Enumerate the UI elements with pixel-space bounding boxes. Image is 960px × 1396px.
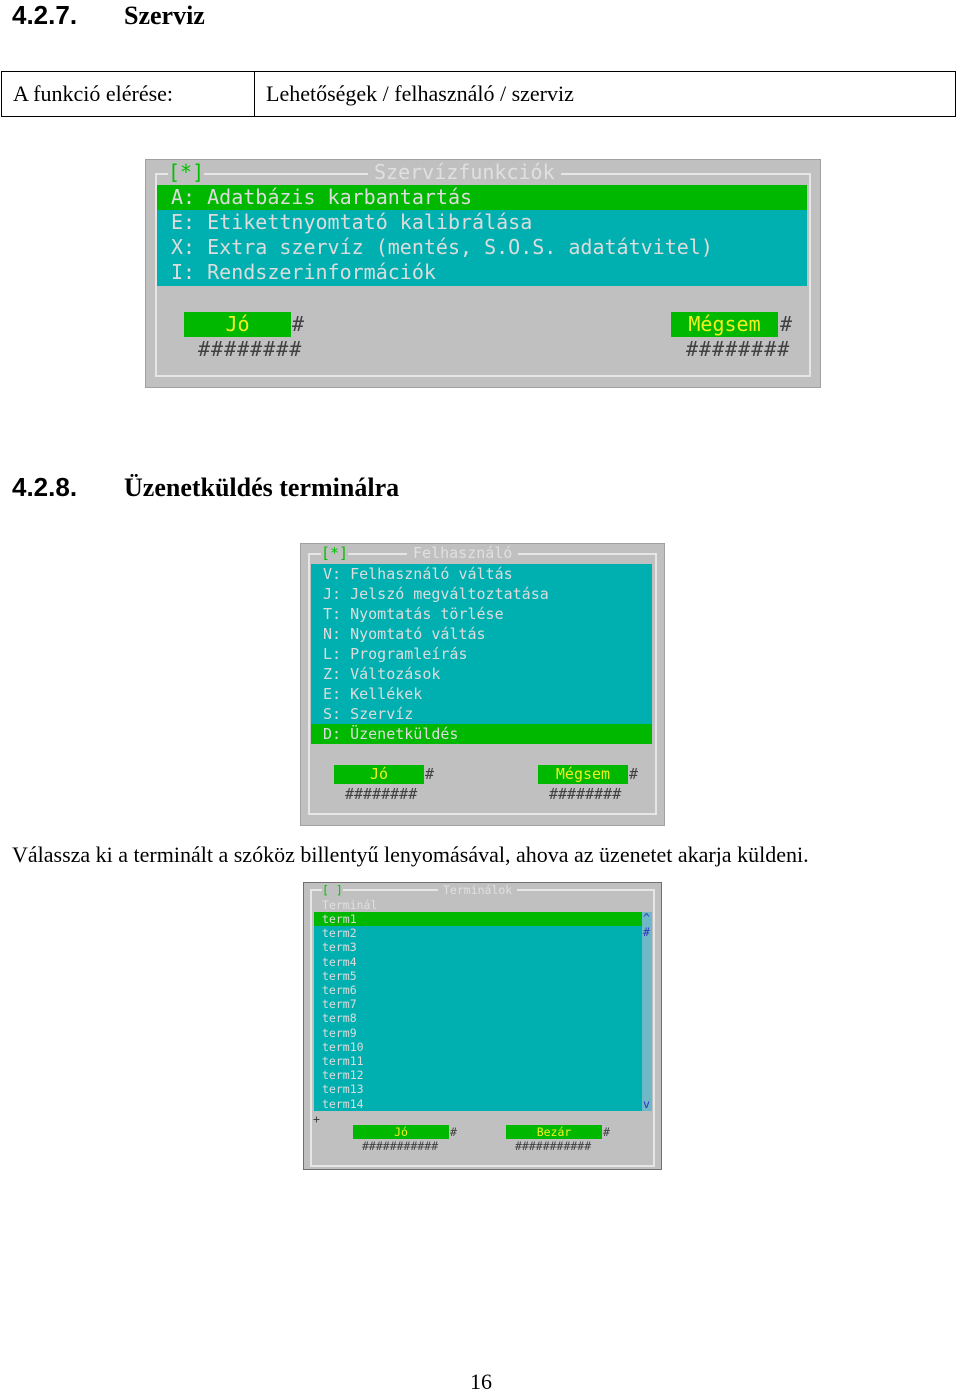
terminal-row[interactable] — [314, 969, 642, 983]
menu-item-label: Rendszerinformációk — [207, 260, 436, 284]
scrollbar[interactable] — [642, 912, 652, 1111]
cancel-button[interactable] — [671, 312, 778, 337]
access-table — [1, 71, 956, 117]
window-title: Terminálok — [438, 883, 517, 897]
terminal-row[interactable] — [314, 940, 642, 954]
terminal-row[interactable] — [314, 912, 642, 926]
instruction-text: Válassza ki a terminált a szóköz billentyű lenyomásával, ahova az üzenetet akarja küldeni. — [12, 842, 809, 867]
terminal-name: term10 — [322, 1039, 364, 1054]
ok-button[interactable] — [334, 765, 424, 784]
terminal-name: term9 — [322, 1025, 357, 1040]
menu-item-uzenetkuldes[interactable] — [311, 724, 652, 744]
terminal-name: term12 — [322, 1068, 364, 1083]
section-heading-uzenetkuldes — [12, 472, 399, 503]
section-title: Üzenetküldés terminálra — [124, 473, 400, 502]
terminal-row[interactable] — [314, 1068, 642, 1082]
button-shadow: # — [425, 765, 435, 783]
menu-item-label: Szervíz — [350, 705, 414, 723]
close-button-label: Bezár — [536, 1125, 572, 1139]
terminal-name: term11 — [322, 1054, 364, 1068]
menu-item-label: Jelszó megváltoztatása — [350, 585, 549, 603]
button-shadow-row: ######## — [549, 785, 622, 803]
menu-item-label: Extra szervíz (mentés, S.O.S. adatátvitel) — [207, 235, 713, 259]
terminal-name: term2 — [322, 926, 357, 941]
menu-item-valtozasok[interactable] — [311, 664, 652, 684]
service-functions-screen — [145, 159, 821, 388]
section-heading-szerviz — [12, 0, 205, 31]
menu-item-adatbazis[interactable] — [157, 185, 807, 210]
window-marker: [*] — [168, 160, 205, 184]
menu-item-jelszo[interactable] — [311, 584, 652, 604]
terminal-name: term14 — [322, 1096, 364, 1111]
button-shadow: # — [292, 312, 305, 336]
menu-item-szerviz[interactable] — [311, 704, 652, 724]
menu-item-key: J: — [323, 585, 342, 603]
section-number: 4.2.7. — [12, 0, 78, 30]
terminal-list[interactable] — [314, 912, 642, 1111]
cancel-button[interactable] — [538, 765, 628, 784]
menu-item-rendszer[interactable] — [157, 260, 807, 285]
scroll-thumb[interactable]: # — [643, 925, 650, 939]
ok-button[interactable] — [353, 1125, 449, 1139]
menu-item-key: S: — [323, 705, 342, 723]
menu-item-label: Változások — [350, 665, 441, 683]
menu-item-label: Programleírás — [350, 645, 468, 663]
cancel-button-label: Mégsem — [555, 765, 611, 783]
terminal-name: term6 — [322, 983, 357, 997]
button-shadow-row: ######## — [686, 337, 791, 361]
menu-item-label: Felhasználó váltás — [350, 565, 513, 583]
cancel-button-label: Mégsem — [688, 312, 761, 336]
menu-item-key: N: — [323, 625, 342, 643]
ok-button[interactable] — [184, 312, 291, 337]
menu-item-nyomtatas-torlese[interactable] — [311, 604, 652, 624]
menu-item-label: Nyomtatás törlése — [350, 605, 504, 623]
terminals-screen — [303, 882, 662, 1170]
button-shadow: # — [780, 312, 793, 336]
terminal-row[interactable] — [314, 955, 642, 969]
menu-item-etikett[interactable] — [157, 210, 807, 235]
menu-item-label: Nyomtató váltás — [350, 625, 486, 643]
terminal-name: term13 — [322, 1082, 364, 1097]
service-menu — [157, 185, 807, 286]
menu-item-label: Etikettnyomtató kalibrálása — [207, 210, 533, 234]
terminal-row[interactable] — [314, 1026, 642, 1040]
button-shadow: # — [450, 1125, 457, 1139]
terminal-name: term1 — [322, 912, 357, 926]
terminal-name: term5 — [322, 968, 357, 983]
button-shadow-row: ########### — [362, 1139, 439, 1153]
menu-item-felhasznalo-valtas[interactable] — [311, 564, 652, 584]
user-menu — [311, 564, 652, 744]
menu-item-key: Z: — [323, 665, 342, 683]
window-marker: [*] — [321, 544, 349, 562]
menu-item-key: E: — [323, 685, 342, 703]
access-label: A funkció elérése: — [2, 72, 255, 117]
menu-item-programleiras[interactable] — [311, 644, 652, 664]
terminal-name: term8 — [322, 1011, 357, 1026]
column-header: Terminál — [322, 898, 378, 912]
terminal-row[interactable] — [314, 1082, 642, 1096]
access-path: Lehetőségek / felhasználó / szerviz — [255, 72, 956, 117]
terminal-row[interactable] — [314, 1097, 642, 1111]
terminal-row[interactable] — [314, 926, 642, 940]
menu-item-nyomtato-valtas[interactable] — [311, 624, 652, 644]
terminal-row[interactable] — [314, 983, 642, 997]
terminal-row[interactable] — [314, 1011, 642, 1025]
scroll-up-icon[interactable]: ^ — [643, 911, 650, 925]
button-shadow-row: ########### — [515, 1139, 592, 1153]
menu-item-label: Adatbázis karbantartás — [207, 185, 473, 209]
user-menu-screen — [300, 543, 665, 826]
more-marker: + — [313, 1112, 320, 1126]
menu-item-key: D: — [323, 725, 342, 743]
ok-button-label: Jó — [225, 312, 250, 336]
menu-item-label: Kellékek — [350, 685, 423, 703]
window-title: Szervízfunkciók — [368, 160, 561, 184]
button-shadow: # — [603, 1125, 610, 1139]
menu-item-key: T: — [323, 605, 342, 623]
terminal-row[interactable] — [314, 997, 642, 1011]
terminal-name: term4 — [322, 954, 357, 969]
section-number: 4.2.8. — [12, 472, 78, 502]
window-marker: [ ] — [322, 883, 343, 897]
menu-item-extra[interactable] — [157, 235, 807, 260]
ok-button-label: Jó — [369, 765, 389, 783]
menu-item-key: E: — [171, 210, 196, 234]
menu-item-key: I: — [171, 260, 196, 284]
terminal-name: term7 — [322, 997, 357, 1012]
button-shadow: # — [629, 765, 639, 783]
menu-item-kellekek[interactable] — [311, 684, 652, 704]
terminal-row[interactable] — [314, 1040, 642, 1054]
window-title: Felhasználó — [407, 544, 518, 562]
button-shadow-row: ######## — [198, 337, 303, 361]
menu-item-key: A: — [171, 185, 196, 209]
menu-item-key: V: — [323, 565, 342, 583]
button-shadow-row: ######## — [345, 785, 418, 803]
close-button[interactable] — [506, 1125, 602, 1139]
scroll-down-icon[interactable]: v — [643, 1097, 650, 1111]
section-title: Szerviz — [124, 1, 205, 30]
page-number: 16 — [470, 1369, 492, 1394]
menu-item-label: Üzenetküldés — [350, 725, 459, 743]
terminal-row[interactable] — [314, 1054, 642, 1068]
menu-item-key: X: — [171, 235, 196, 259]
ok-button-label: Jó — [394, 1125, 408, 1139]
menu-item-key: L: — [323, 645, 342, 663]
terminal-name: term3 — [322, 940, 357, 955]
